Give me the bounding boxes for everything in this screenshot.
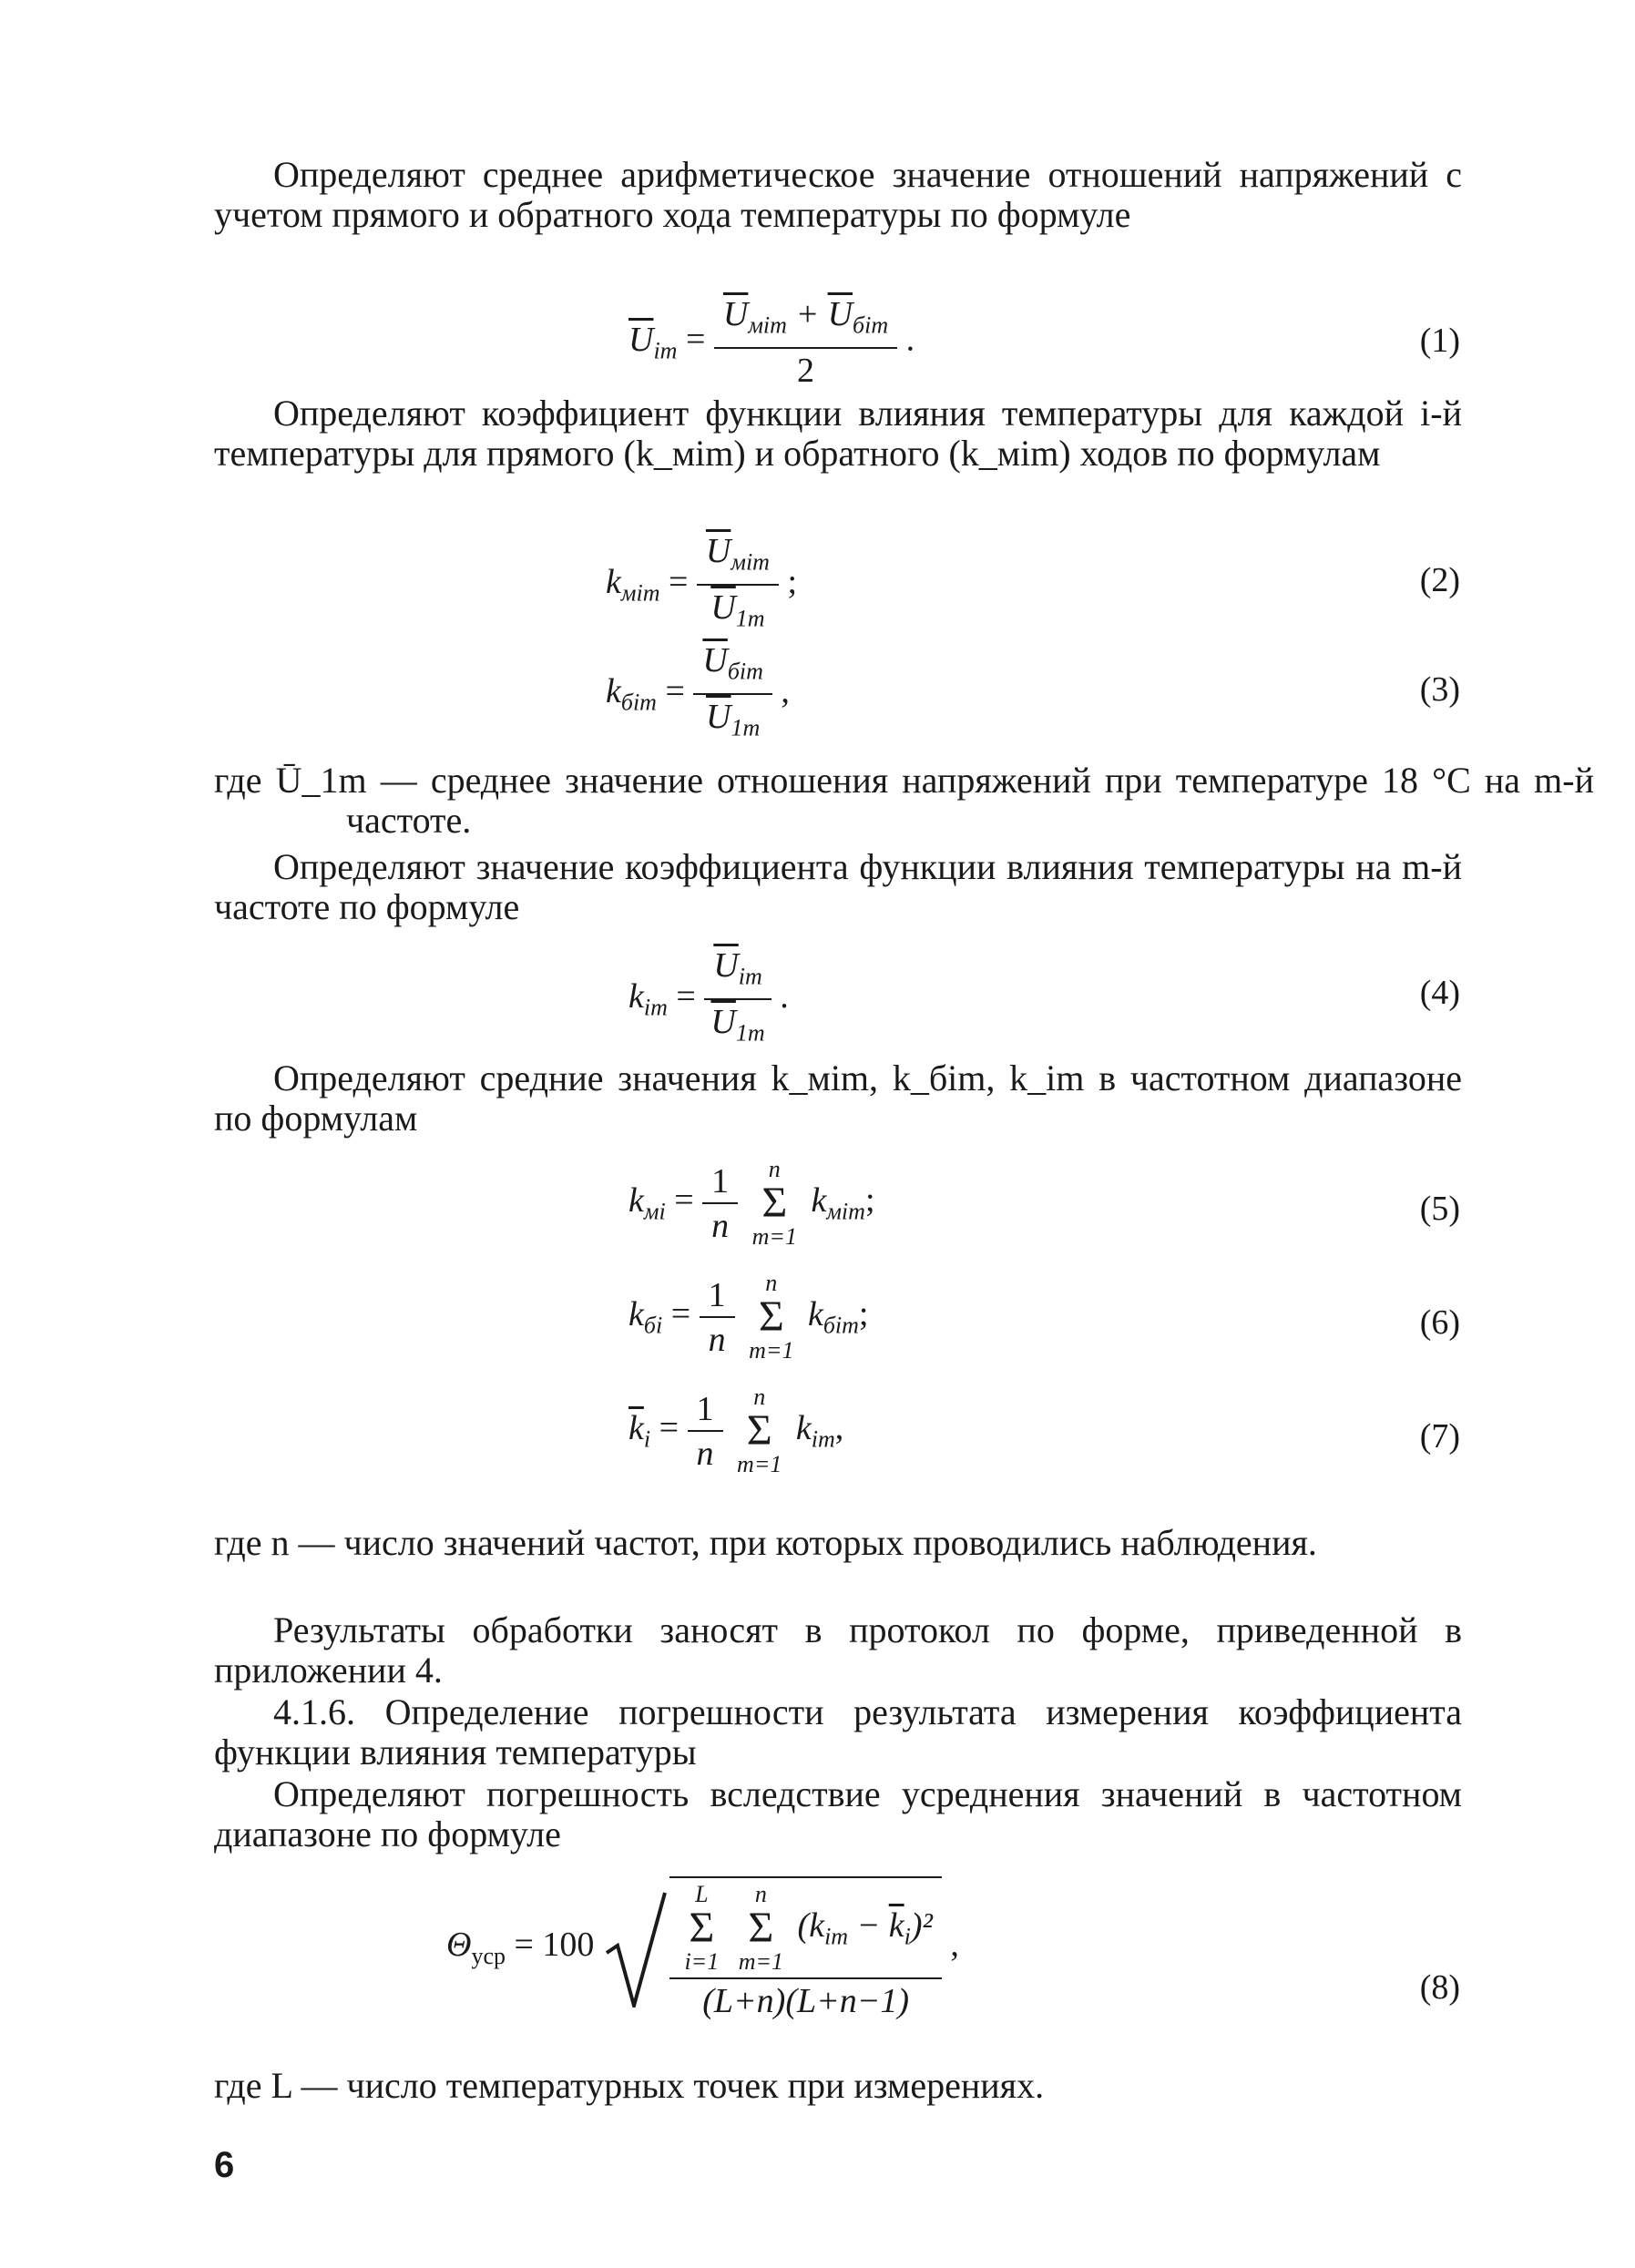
page-number: 6 bbox=[214, 2145, 235, 2185]
equation-5: $k_{мi}$ = $\frac{1}{n}$ n Σ m=1 $k_{мim}$; bbox=[628, 1156, 875, 1250]
paragraph-averaging-error: Определяют погрешность вследствие усреднения значений в частотном диапазоне по формуле bbox=[214, 1773, 1462, 1854]
equation-8: $\Theta_{уср} = 100$ L Σ i=1 n Σ m=1 $(k_{im} - \overline{k}_i)^2$ (L+n)(L+n−1) , bbox=[446, 1876, 959, 2019]
equation-number-6: (6) bbox=[1419, 1303, 1460, 1342]
equation-number-7: (7) bbox=[1419, 1417, 1460, 1456]
where-clause-l: где L — число температурных точек при измерениях. bbox=[214, 2065, 1045, 2106]
section-heading-4-1-6: 4.1.6. Определение погрешности результата измерения коэффициента функции влияния температуры bbox=[214, 1691, 1462, 1773]
square-root: L Σ i=1 n Σ m=1 $(k_{im} - \overline{k}_i)^2$ (L+n)(L+n−1) bbox=[603, 1876, 942, 2019]
paragraph-influence-coefficient: Определяют значение коэффициента функции влияния температуры на m-й частоте по формуле bbox=[214, 846, 1462, 927]
where-clause-u1m: где Ū_1m — среднее значение отношения напряжений при температуре 18 °С на m-й частоте. bbox=[214, 760, 1594, 841]
equation-number-4: (4) bbox=[1419, 974, 1460, 1012]
equation-number-1: (1) bbox=[1419, 322, 1460, 360]
radical-sign-icon bbox=[603, 1889, 667, 2007]
equation-number-5: (5) bbox=[1419, 1190, 1460, 1228]
equation-1: $\overline{U}_{im}$ = $\frac{\overline{U}_{мim} + \overline{U}_{бim}}{2}$ . bbox=[628, 295, 915, 390]
equation-2: $k_{мim}$ = $\frac{\overline{U}_{мim}}{\overline{U}_{1m}}$ ; bbox=[606, 532, 798, 632]
paragraph-coefficient: Определяют коэффициент функции влияния температуры для каждой i-й температуры для прямого (k_мim) и обратного (k_мim) ходов по формулам bbox=[214, 393, 1462, 474]
equation-number-8: (8) bbox=[1419, 1968, 1460, 2007]
paragraph-mean-values: Определяют средние значения k_мim, k_бim, k_im в частотном диапазоне по формулам bbox=[214, 1057, 1462, 1139]
equation-number-3: (3) bbox=[1419, 670, 1460, 709]
equation-7: $\overline{k}_i$ = $\frac{1}{n}$ n Σ m=1 $k_{im}$, bbox=[628, 1384, 844, 1477]
equation-3: $k_{бim}$ = $\frac{\overline{U}_{бim}}{\overline{U}_{1m}}$ , bbox=[606, 641, 790, 741]
where-clause-n: где n — число значений частот, при которых проводились наблюдения. bbox=[214, 1522, 1317, 1563]
paragraph-mean-ratio: Определяют среднее арифметическое значение отношений напряжений с учетом прямого и обратного хода температуры по формуле bbox=[214, 154, 1462, 235]
equation-6: $k_{бi}$ = $\frac{1}{n}$ n Σ m=1 $k_{бim}$; bbox=[628, 1270, 869, 1364]
paragraph-results: Результаты обработки заносят в протокол по форме, приведенной в приложении 4. bbox=[214, 1609, 1462, 1691]
equation-4: $k_{im}$ = $\frac{\overline{U}_{im}}{\overline{U}_{1m}}$ . bbox=[628, 946, 789, 1047]
equation-number-2: (2) bbox=[1419, 561, 1460, 599]
